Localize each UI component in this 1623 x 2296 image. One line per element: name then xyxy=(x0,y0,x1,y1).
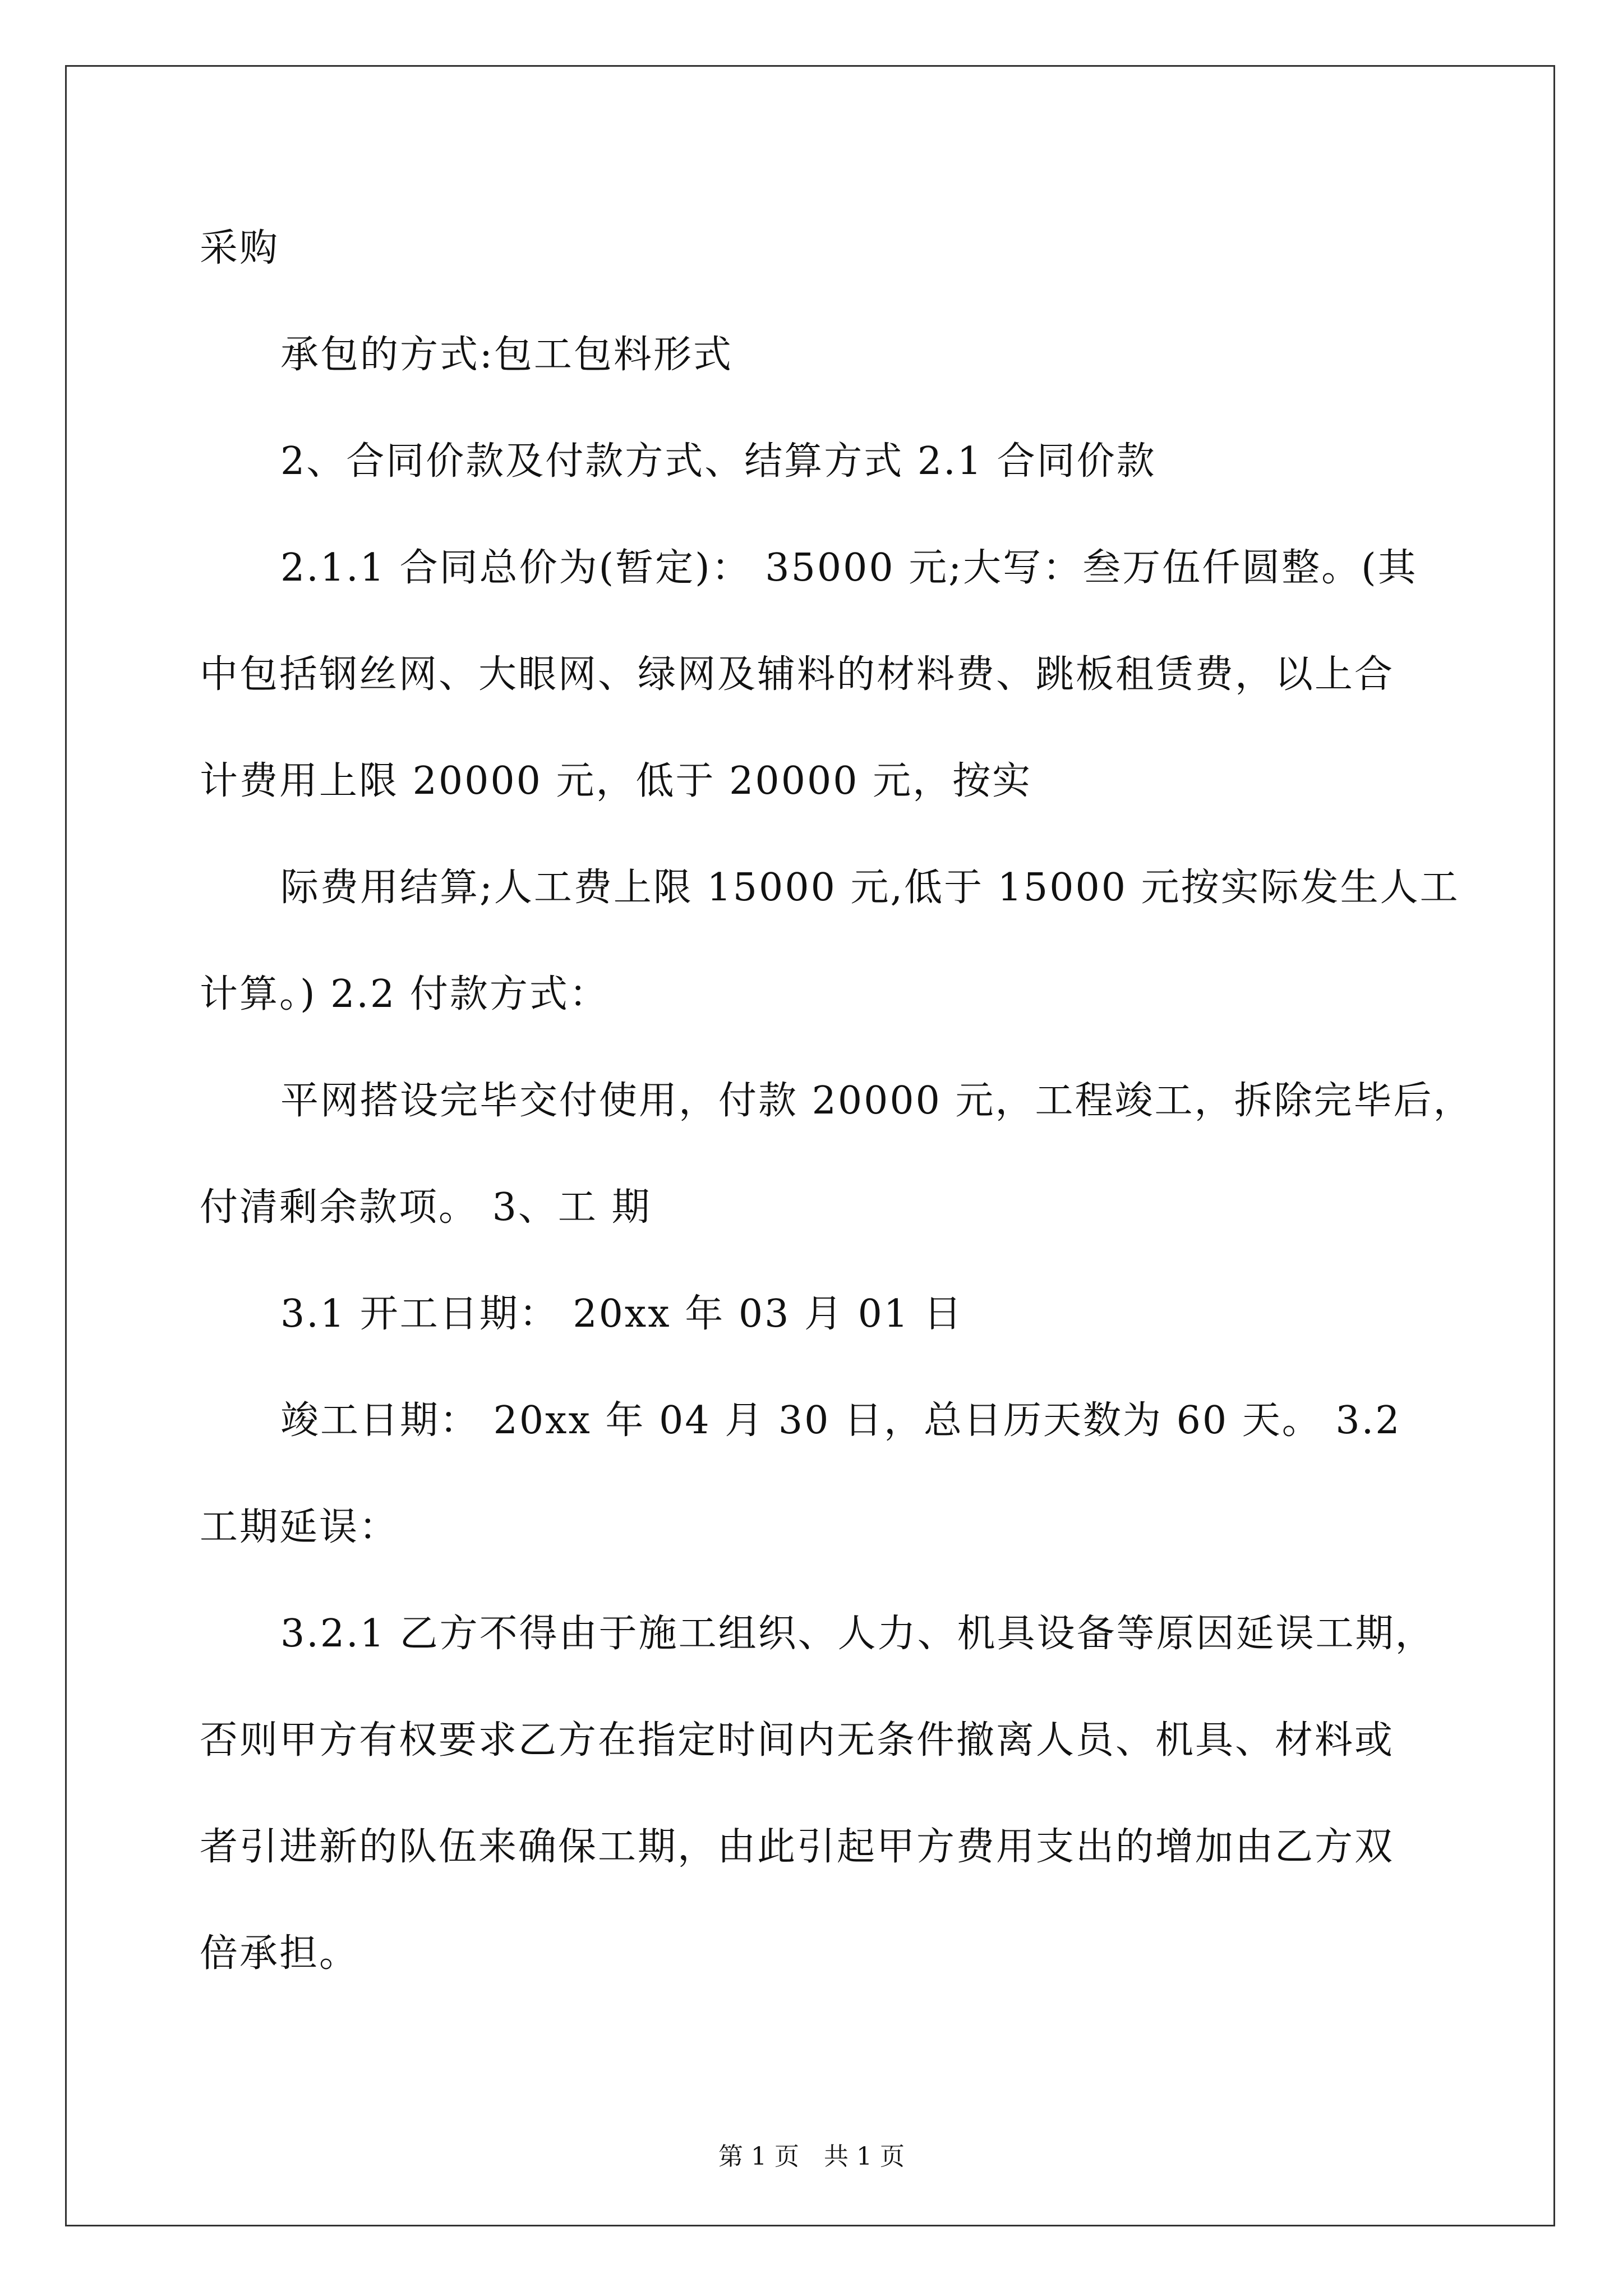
text-line: 工期延误： xyxy=(200,1505,399,1549)
text-line: 否则甲方有权要求乙方在指定时间内无条件撤离人员、机具、材料或 xyxy=(200,1718,1395,1763)
text-line: 平网搭设完毕交付使用，付款 20000 元，工程竣工，拆除完毕后， xyxy=(280,1079,1473,1123)
text-line: 2.1.1 合同总价为(暂定)： 35000 元;大写：叁万伍仟圆整。(其 xyxy=(280,546,1418,590)
page-footer: 第 1 页 共 1 页 xyxy=(718,2142,905,2171)
text-line: 倍承担。 xyxy=(200,1931,359,1976)
text-line: 3.1 开工日期： 20xx 年 03 月 01 日 xyxy=(280,1292,963,1336)
text-line: 者引进新的队伍来确保工期，由此引起甲方费用支出的增加由乙方双 xyxy=(200,1825,1395,1869)
text-line: 中包括钢丝网、大眼网、绿网及辅料的材料费、跳板租赁费，以上合 xyxy=(200,652,1395,697)
text-line: 计算。) 2.2 付款方式： xyxy=(200,972,609,1016)
text-line: 2、合同价款及付款方式、结算方式 2.1 合同价款 xyxy=(280,439,1156,484)
text-line: 计费用上限 20000 元，低于 20000 元，按实 xyxy=(200,759,1032,803)
page-border xyxy=(65,65,1555,2226)
text-line: 竣工日期： 20xx 年 04 月 30 日，总日历天数为 60 天。 3.2 xyxy=(280,1398,1401,1443)
text-line: 承包的方式:包工包料形式 xyxy=(280,333,733,377)
text-line: 3.2.1 乙方不得由于施工组织、人力、机具设备等原因延误工期， xyxy=(280,1612,1435,1656)
text-line: 付清剩余款项。 3、工 期 xyxy=(200,1185,652,1230)
text-line: 际费用结算;人工费上限 15000 元,低于 15000 元按实际发生人工 xyxy=(280,866,1460,910)
text-line: 采购 xyxy=(200,226,280,270)
